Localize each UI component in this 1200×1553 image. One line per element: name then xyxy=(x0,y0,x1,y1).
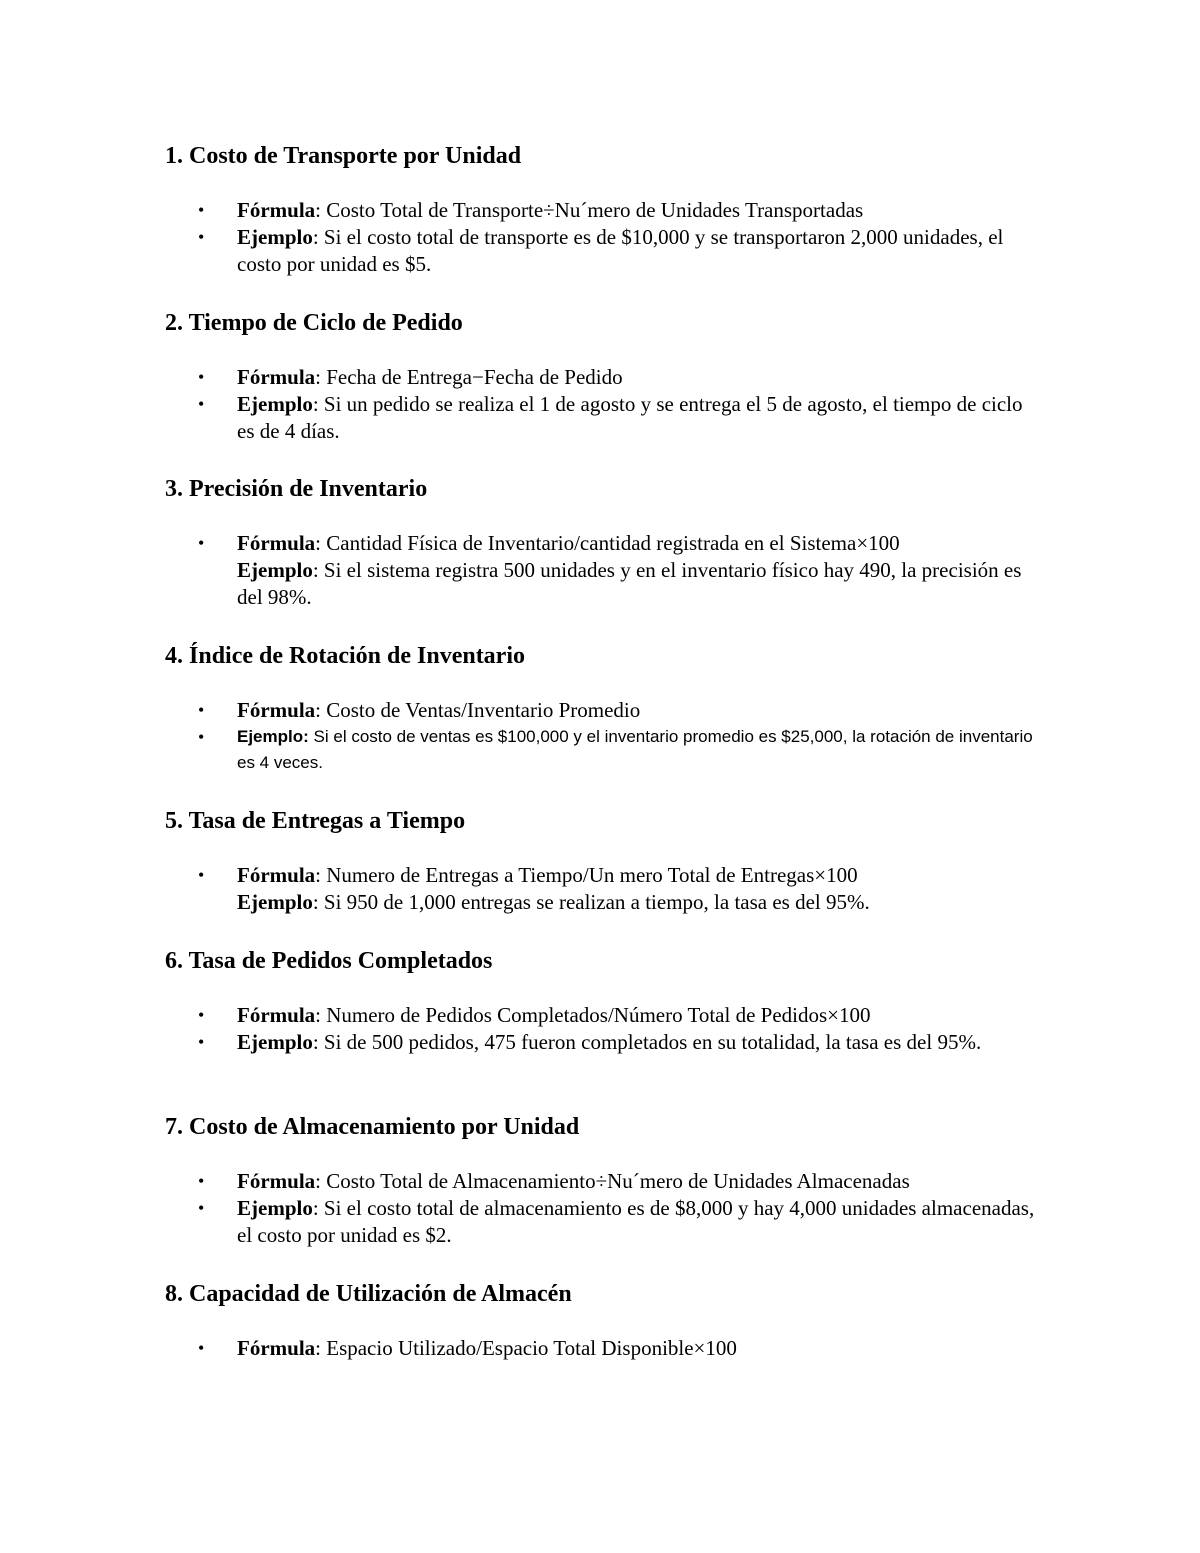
formula-label: Fórmula xyxy=(237,531,316,555)
formula-item xyxy=(165,862,1045,889)
formula-label: Fórmula xyxy=(237,1169,316,1193)
example-text: Si el costo de ventas es $100,000 y el inventario promedio es $25,000, la rotación de inventario es 4 veces. xyxy=(237,727,1033,772)
example-text: : Si el sistema registra 500 unidades y en el inventario físico hay 490, la precisión es del 98%. xyxy=(237,558,1022,609)
formula-text: : Espacio Utilizado/Espacio Total Disponible×100 xyxy=(315,1336,737,1360)
bullet-icon: • xyxy=(198,1338,205,1358)
formula-text: : Fecha de Entrega−Fecha de Pedido xyxy=(315,365,623,389)
bullet-icon: • xyxy=(198,394,205,414)
example-label: Ejemplo xyxy=(237,1030,313,1054)
formula-text: : Numero de Entregas a Tiempo/Un mero Total de Entregas×100 xyxy=(315,863,858,887)
formula-label: Fórmula xyxy=(237,1003,316,1027)
formula-text: : Costo Total de Almacenamiento÷Nu´mero de Unidades Almacenadas xyxy=(315,1169,910,1193)
formula-label: Fórmula xyxy=(237,1336,316,1360)
formula-item xyxy=(165,530,1045,557)
formula-item xyxy=(165,697,1045,724)
section-heading: 1. Costo de Transporte por Unidad xyxy=(165,143,522,169)
kpi-section-8 xyxy=(165,1280,1045,1362)
formula-item xyxy=(165,364,1045,391)
kpi-section-7 xyxy=(165,1113,1045,1249)
bullet-icon: • xyxy=(198,227,205,247)
section-heading: 6. Tasa de Pedidos Completados xyxy=(165,948,493,974)
bullet-icon: • xyxy=(198,727,205,747)
formula-label: Fórmula xyxy=(237,863,316,887)
example-item xyxy=(165,224,1045,278)
kpi-list xyxy=(165,1335,1045,1362)
kpi-section-4 xyxy=(165,642,1045,776)
example-text: : Si el costo total de transporte es de $10,000 y se transportaron 2,000 unidades, el costo por unidad es $5. xyxy=(237,225,1004,276)
formula-label: Fórmula xyxy=(237,698,316,722)
kpi-list xyxy=(165,862,1045,916)
formula-item xyxy=(165,1335,1045,1362)
bullet-icon: • xyxy=(198,865,205,885)
example-label: Ejemplo xyxy=(237,392,313,416)
section-heading: 3. Precisión de Inventario xyxy=(165,476,428,502)
example-item xyxy=(165,557,1045,611)
example-label: Ejemplo xyxy=(237,1196,313,1220)
formula-label: Fórmula xyxy=(237,365,316,389)
kpi-list xyxy=(165,1002,1045,1056)
section-heading: 5. Tasa de Entregas a Tiempo xyxy=(165,808,466,834)
bullet-icon: • xyxy=(198,1005,205,1025)
bullet-icon: • xyxy=(198,367,205,387)
kpi-section-2 xyxy=(165,309,1045,445)
example-text: : Si 950 de 1,000 entregas se realizan a tiempo, la tasa es del 95%. xyxy=(312,890,870,914)
example-label: Ejemplo: xyxy=(237,727,309,746)
section-heading: 8. Capacidad de Utilización de Almacén xyxy=(165,1281,572,1307)
bullet-icon: • xyxy=(198,200,205,220)
section-heading: 7. Costo de Almacenamiento por Unidad xyxy=(165,1114,580,1140)
formula-text: : Numero de Pedidos Completados/Número Total de Pedidos×100 xyxy=(315,1003,871,1027)
kpi-list xyxy=(165,530,1045,611)
kpi-section-3 xyxy=(165,475,1045,611)
example-item xyxy=(165,724,1045,776)
kpi-section-6 xyxy=(165,947,1045,1056)
kpi-section-5 xyxy=(165,807,1045,916)
example-item xyxy=(165,391,1045,445)
kpi-list xyxy=(165,197,1045,278)
example-item xyxy=(165,889,1045,916)
formula-item xyxy=(165,1002,1045,1029)
section-heading: 2. Tiempo de Ciclo de Pedido xyxy=(165,310,463,336)
section-heading: 4. Índice de Rotación de Inventario xyxy=(165,643,525,669)
example-text: : Si el costo total de almacenamiento es de $8,000 y hay 4,000 unidades almacenadas, el costo por unidad es $2. xyxy=(237,1196,1035,1247)
example-text: : Si de 500 pedidos, 475 fueron completados en su totalidad, la tasa es del 95%. xyxy=(312,1030,982,1054)
example-label: Ejemplo xyxy=(237,890,313,914)
formula-item xyxy=(165,1168,1045,1195)
bullet-icon: • xyxy=(198,1171,205,1191)
kpi-list xyxy=(165,697,1045,776)
formula-text: : Costo Total de Transporte÷Nu´mero de Unidades Transportadas xyxy=(315,198,864,222)
example-item xyxy=(165,1029,1045,1056)
example-text: : Si un pedido se realiza el 1 de agosto y se entrega el 5 de agosto, el tiempo de ciclo es de 4 días. xyxy=(237,392,1023,443)
formula-item xyxy=(165,197,1045,224)
kpi-section-1 xyxy=(165,142,1045,278)
example-label: Ejemplo xyxy=(237,558,313,582)
bullet-icon: • xyxy=(198,533,205,553)
bullet-icon: • xyxy=(198,700,205,720)
bullet-icon: • xyxy=(198,1032,205,1052)
formula-text: : Cantidad Física de Inventario/cantidad registrada en el Sistema×100 xyxy=(315,531,900,555)
example-item xyxy=(165,1195,1045,1249)
kpi-list xyxy=(165,1168,1045,1249)
bullet-icon: • xyxy=(198,1198,205,1218)
formula-text: : Costo de Ventas/Inventario Promedio xyxy=(315,698,641,722)
kpi-list xyxy=(165,364,1045,445)
example-label: Ejemplo xyxy=(237,225,313,249)
formula-label: Fórmula xyxy=(237,198,316,222)
